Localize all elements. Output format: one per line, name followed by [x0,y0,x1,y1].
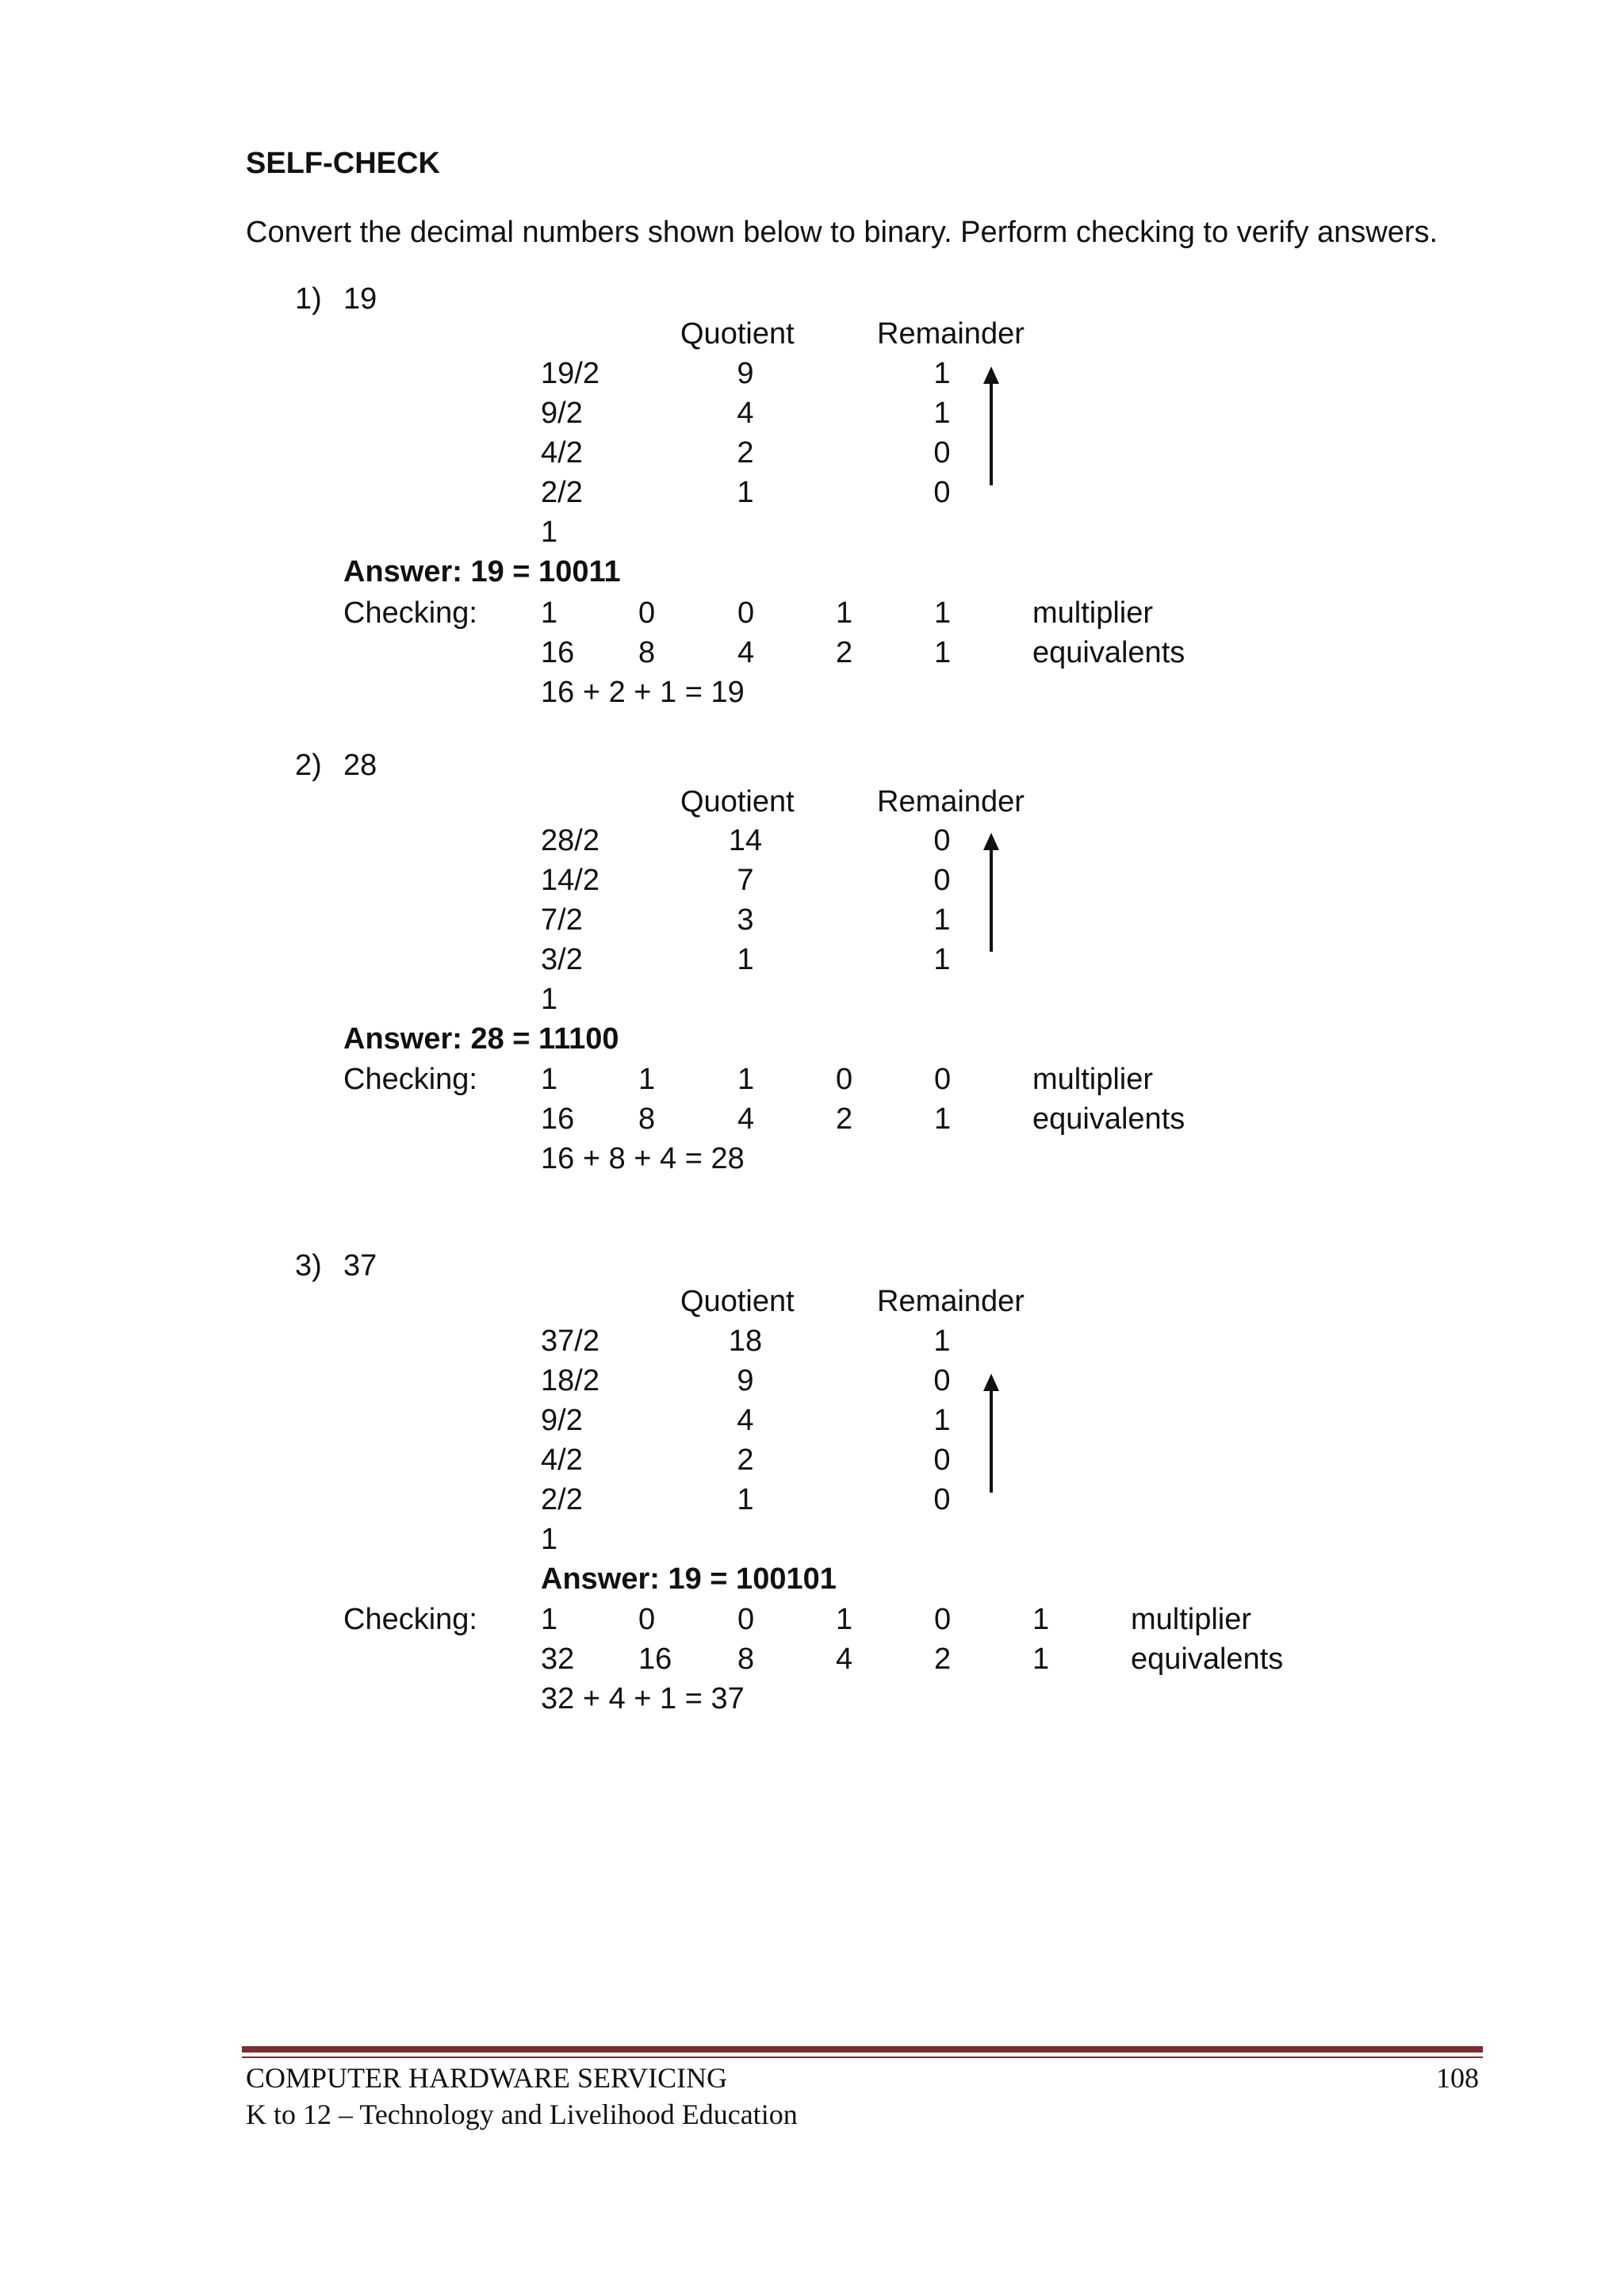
checking-sum: 16 + 2 + 1 = 19 [541,676,745,709]
answer: Answer: 19 = 100101 [541,1562,837,1596]
multiplier-digit: 0 [836,1063,853,1096]
equivalent-value: 4 [836,1642,853,1676]
read-up-arrow-icon [977,833,1005,953]
read-up-arrow-icon [977,1374,1005,1494]
problem-number: 37 [343,1249,377,1282]
remainder-header: Remainder [877,317,1025,351]
remainder-header: Remainder [877,785,1025,818]
quotient-value: 9 [737,357,754,390]
quotient-value: 1 [737,476,754,509]
quotient-value: 14 [728,824,763,857]
problem-label: 3) [295,1249,322,1282]
equivalent-value: 16 [541,636,575,669]
multiplier-label: multiplier [1032,596,1154,630]
division-step: 2/2 [541,1483,583,1516]
division-step: 9/2 [541,1404,583,1437]
equivalent-value: 4 [737,636,755,669]
division-step: 9/2 [541,397,583,430]
equivalents-label: equivalents [1032,1102,1185,1136]
division-step: 3/2 [541,943,583,976]
footer-rule-thick [242,2046,1483,2053]
division-step: 7/2 [541,903,583,937]
remainder-header: Remainder [877,1285,1025,1318]
quotient-value: 9 [737,1364,754,1397]
remainder-value: 1 [933,903,951,937]
remainder-value: 0 [933,476,951,509]
equivalent-value: 1 [1032,1642,1050,1676]
equivalent-value: 4 [737,1102,755,1136]
multiplier-digit: 1 [934,596,952,630]
equivalent-value: 32 [541,1642,575,1676]
page-heading: SELF-CHECK [246,147,440,180]
problem-label: 1) [295,282,322,316]
checking-label: Checking: [343,1603,477,1636]
quotient-value: 4 [737,1404,754,1437]
multiplier-label: multiplier [1131,1603,1252,1636]
remainder-value: 0 [933,1483,951,1516]
remainder-value: 0 [933,436,951,470]
multiplier-digit: 0 [934,1603,952,1636]
answer: Answer: 28 = 11100 [343,1022,619,1056]
remainder-value: 1 [933,357,951,390]
remainder-value: 0 [933,824,951,857]
division-step: 18/2 [541,1364,599,1397]
multiplier-digit: 1 [541,596,558,630]
multiplier-digit: 0 [737,1603,755,1636]
equivalent-value: 2 [836,1102,853,1136]
multiplier-digit: 1 [836,1603,853,1636]
equivalent-value: 8 [638,1102,656,1136]
multiplier-digit: 0 [934,1063,952,1096]
equivalent-value: 16 [541,1102,575,1136]
equivalent-value: 1 [934,636,952,669]
quotient-header: Quotient [680,1285,795,1318]
quotient-value: 1 [737,1483,754,1516]
multiplier-digit: 1 [638,1063,656,1096]
quotient-value: 7 [737,864,754,897]
remainder-value: 1 [933,397,951,430]
remainder-value: 0 [933,864,951,897]
equivalent-value: 2 [836,636,853,669]
problem-number: 28 [343,749,377,782]
footer-rule-thin [242,2056,1483,2058]
remainder-value: 0 [933,1364,951,1397]
read-up-arrow-icon [977,366,1005,487]
quotient-header: Quotient [680,785,795,818]
quotient-value: 3 [737,903,754,937]
quotient-value: 1 [737,943,754,976]
quotient-header: Quotient [680,317,795,351]
final-quotient: 1 [541,983,558,1016]
checking-label: Checking: [343,1063,477,1096]
equivalent-value: 2 [934,1642,952,1676]
footer-subtitle: K to 12 – Technology and Livelihood Education [246,2099,798,2130]
equivalent-value: 16 [638,1642,672,1676]
final-quotient: 1 [541,516,558,549]
equivalents-label: equivalents [1032,636,1185,669]
multiplier-digit: 0 [638,596,656,630]
quotient-value: 18 [728,1324,763,1358]
remainder-value: 1 [933,1324,951,1358]
division-step: 19/2 [541,357,599,390]
multiplier-digit: 0 [737,596,755,630]
division-step: 37/2 [541,1324,599,1358]
multiplier-digit: 1 [737,1063,755,1096]
footer-title: COMPUTER HARDWARE SERVICING [246,2062,728,2094]
quotient-value: 2 [737,1443,754,1477]
answer: Answer: 19 = 10011 [343,555,621,588]
equivalent-value: 1 [934,1102,952,1136]
page-number: 108 [1436,2062,1479,2094]
quotient-value: 4 [737,397,754,430]
checking-sum: 16 + 8 + 4 = 28 [541,1142,745,1175]
equivalent-value: 8 [737,1642,755,1676]
checking-sum: 32 + 4 + 1 = 37 [541,1682,745,1715]
multiplier-digit: 1 [541,1063,558,1096]
equivalents-label: equivalents [1131,1642,1284,1676]
instructions: Convert the decimal numbers shown below to binary. Perform checking to verify answers. [246,216,1438,249]
remainder-value: 0 [933,1443,951,1477]
final-quotient: 1 [541,1523,558,1556]
equivalent-value: 8 [638,636,656,669]
quotient-value: 2 [737,436,754,470]
division-step: 28/2 [541,824,599,857]
multiplier-digit: 1 [836,596,853,630]
remainder-value: 1 [933,943,951,976]
multiplier-label: multiplier [1032,1063,1154,1096]
division-step: 14/2 [541,864,599,897]
remainder-value: 1 [933,1404,951,1437]
problem-number: 19 [343,282,377,316]
division-step: 2/2 [541,476,583,509]
multiplier-digit: 1 [1032,1603,1050,1636]
multiplier-digit: 0 [638,1603,656,1636]
multiplier-digit: 1 [541,1603,558,1636]
division-step: 4/2 [541,436,583,470]
checking-label: Checking: [343,596,477,630]
problem-label: 2) [295,749,322,782]
division-step: 4/2 [541,1443,583,1477]
